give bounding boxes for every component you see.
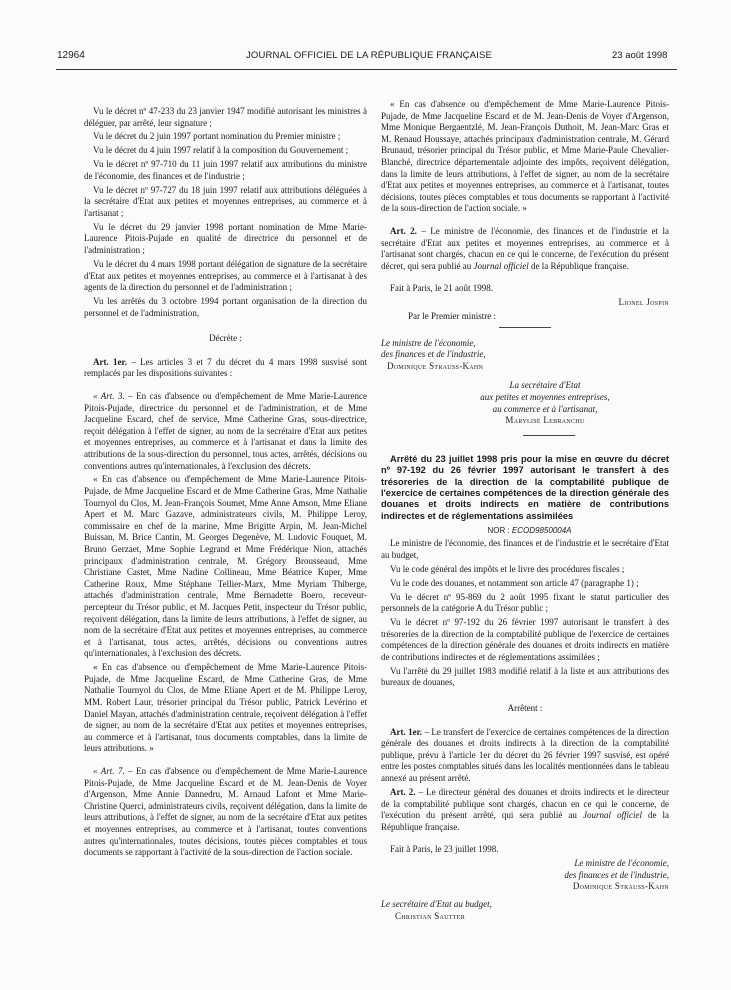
article-3-para-2: « En cas d'absence ou d'empêchement de Mme Marie-Laurence Pitois-Pujade, de Mme Jacqueline Escard et de Mme Catherine Gras, Mme Nathalie Tournyol du Clos, M. Jean-François Soumet, Mme Anne Amson, Mme Eliane Apert et M. Marc Gazave, administrateurs civils, M. Philippe Leroy, commissaire en chef de la marine, Mme Brigitte Arpin, M. Jean-Michel Buissan, M. Brice Cantin, M. Georges Degenève, M. Ludovic Fouquet, M. Bruno Gerzaet, Mme Sophie Legrand et Mme Frédérique Nion, attachés principaux d'administration centrale, M. Grégory Brousseaud, Mme Christiane Castet, Mme Nadine Collineau, Mme Béatrice Kuper, Mme Catherine Roux, Mme Stéphane Tellier-Marx, Mme Myriam Thiberge, attachés d'administration centrale, Mme Bernadette Boero, receveur-percepteur du Trésor public, et M. Jacques Petit, inspecteur du Trésor public, reçoivent délégation, dans la limite de leurs attributions, à l'effet de signer, au nom de la secrétaire d'Etat aux petites et moyennes entreprises, au commerce et à l'artisanat, tous actes, arrêtés, décisions ou conventions autres qu'internationales, à l'exclusion des décrets. [84, 474, 367, 659]
article-3-text: – En cas d'absence ou d'empêchement de Mme Marie-Laurence Pitois-Pujade, directrice du personnel et de l'administration, et de Mme Jacqueline Escard, chef de service, Mme Catherine Gras, sous-directrice, reçoit délégation à l'effet de signer, au nom de la secrétaire d'Etat aux petites et moyennes entreprises, au commerce et à l'artisanat et dans la limite des attributions de la sous-direction du personnel, tous actes, arrêtés, décisions ou conventions autres qu'internationales, à l'exclusion des décrets. [84, 390, 367, 471]
nor-reference [381, 525, 669, 537]
decrete-heading: Décrète : [209, 333, 242, 344]
article-7 [84, 766, 367, 859]
arrete-visa-2: Vu le code des douanes, et notamment son article 47 (paragraphe 1) ; [390, 577, 639, 588]
arrete-visa-5: Vu l'arrêté du 29 juillet 1983 modifié relatif à la liste et aux attributions des bureaux de douanes, [381, 665, 669, 688]
arrete-minister-title-2: des finances et de l'industrie, [564, 869, 669, 880]
arrete-minister-signature [381, 858, 669, 893]
header-rule [56, 69, 677, 70]
article-2-text: – Le ministre de l'économie, des finances et de l'industrie et la secrétaire d'Etat aux petites et moyennes entreprises, au commerce et à l'artisanat sont chargés, chacun en ce qui le concerne, de l'exécution du présent décret, qui sera publié au [381, 225, 669, 271]
arrete-visa-4: Vu le décret nº 97-192 du 26 février 1997 autorisant le transfert à des trésoreries de la direction de la comptabilité publique de l'exercice de certaines compétences de la direction générale des douanes et droits indirects en matière de contributions indirectes et de réglementations assimilées ; [381, 617, 669, 662]
article-1-label: Art. 1er. [93, 356, 127, 367]
visa-2: Vu le décret du 2 juin 1997 portant nomination du Premier ministre ; [93, 131, 341, 142]
article-3 [84, 391, 367, 472]
article-2 [381, 226, 669, 272]
arrete-intro: Le ministre de l'économie, des finances et de l'industrie et le secrétaire d'Etat au budget, [381, 538, 669, 561]
separator-rule-2 [523, 435, 575, 436]
secretary-name: Marylise Lebranchu [505, 415, 585, 426]
arrete-signature-date: Fait à Paris, le 23 juillet 1998. [390, 844, 499, 855]
secretary-signature [381, 380, 669, 426]
arrete-minister-name: Dominique Strauss-Kahn [572, 881, 669, 892]
arrete-article-1-label: Art. 1er. [390, 726, 423, 737]
arrete-article-2 [381, 787, 669, 833]
arrete-article-1-text: – Le transfert de l'exercice de certaines compétences de la direction générale des douanes et droits indirects à la direction de la comptabilité publique, prévu à l'article 1er du décret du 26 février 1997 susvisé, est opéré entre les postes comptables situés dans les localités mentionnées dans le tableau annexé au présent arrêté. [381, 726, 669, 784]
article-2-label: Art. 2. [390, 225, 417, 236]
arrete-article-1 [381, 727, 669, 785]
right-column [381, 99, 669, 922]
arrete-article-2-end: de la République française. [381, 810, 669, 832]
visa-4: Vu le décret nº 97-710 du 11 juin 1997 relatif aux attributions du ministre de l'économie, des finances et de l'industrie ; [84, 159, 367, 181]
budget-secretary-title: Le secrétaire d'Etat au budget, [381, 898, 492, 909]
article-1-text: – Les articles 3 et 7 du décret du 4 mars 1998 susvisé sont remplacés par les dispositions suivantes : [84, 356, 367, 379]
minister-title-1: Le ministre de l'économie, [381, 337, 476, 348]
minister-name: Dominique Strauss-Kahn [387, 360, 484, 371]
signature-date: Fait à Paris, le 21 août 1998. [390, 283, 493, 294]
visa-8: Vu les arrêtés du 3 octobre 1994 portant organisation de la direction du personnel et de l'administration, [84, 295, 367, 318]
arrete-visa-3: Vu le décret nº 95-869 du 2 août 1995 fixant le statut particulier des personnels de la catégorie A du Trésor public ; [381, 591, 669, 614]
visa-7: Vu le décret du 4 mars 1998 portant délégation de signature de la secrétaire d'Etat aux petites et moyennes entreprises, au commerce et à l'artisanat à des agents de la direction du personnel et de l'administration ; [84, 258, 367, 293]
visa-3: Vu le décret du 4 juin 1997 relatif à la composition du Gouvernement ; [93, 145, 349, 156]
article-7-continuation: « En cas d'absence ou d'empêchement de Mme Marie-Laurence Pitois-Pujade, de Mme Jacqueline Escard et de M. Jean-Denis de Voyer d'Argenson, Mme Monique Bergaentzlé, M. Jean-François Duthoit, M. Jean-Marc Gras et M. Renaud Houssaye, attachés principaux d'administration centrale, M. Gérard Brunaud, trésorier principal du Trésor public, et Mme Marie-Paule Chevalier-Blanché, directrice départementale adjointe des impôts, reçoivent délégation, dans la limite de leurs attributions, à l'effet de signer, au nom de la secrétaire d'Etat aux petites et moyennes entreprises, au commerce et à l'artisanat, toutes décisions, toutes pièces comptables et tous documents se rapportant à l'activité de la sous-direction de l'action sociale. » [381, 99, 669, 214]
visa-5: Vu le décret nº 97-727 du 18 juin 1997 relatif aux attributions déléguées à la secrétaire d'Etat aux petites et moyennes entreprises, au commerce et à l'artisanat ; [84, 184, 367, 218]
journal-title: JOURNAL OFFICIEL DE LA RÉPUBLIQUE FRANÇAISE [246, 50, 492, 61]
prime-minister-by: Par le Premier ministre : [408, 311, 496, 322]
article-7-text: – En cas d'absence ou d'empêchement de Mme Marie-Laurence Pitois-Pujade, de Mme Jacqueline Escard et de M. Jean-Denis de Voyer d'Argenson, Mme Annie Dannedru, M. Arnaud Lafont et Mme Marie-Christine Querci, administrateurs civils, reçoivent délégation, dans la limite de leurs attributions, à l'effet de signer, au nom de la secrétaire d'Etat aux petites et moyennes entreprises, au commerce et à l'artisanat, toutes conventions autres qu'internationales, toutes décisions, toutes pièces comptables et tous documents se rapportant à l'activité de la sous-direction de l'action sociale. [84, 765, 367, 858]
article-2-end: de la République française. [528, 260, 629, 271]
page-number: 12964 [57, 50, 85, 61]
nor-label: NOR : [487, 525, 512, 535]
separator-rule [499, 327, 551, 328]
nor-code: ECOD9850004A [511, 525, 572, 535]
article-1 [84, 357, 367, 380]
secretary-title-3: au commerce et à l'artisanat, [492, 403, 598, 414]
article-7-label: « Art. 7. [93, 765, 125, 776]
journal-officiel-ref: Journal officiel [473, 260, 529, 271]
minister-title-2: des finances et de l'industrie, [381, 349, 486, 360]
arrete-article-2-text: – Le directeur général des douanes et droits indirects et le directeur de la comptabilité publique sont chargés, chacun en ce qui le concerne, de l'exécution du présent arrêté, qui sera publié au [381, 786, 669, 821]
budget-secretary-name: Christian Sautter [395, 910, 466, 921]
secretary-title-1: La secrétaire d'Etat [509, 380, 581, 391]
arretent-heading: Arrêtent : [507, 703, 543, 714]
article-3-label: « Art. 3. [93, 390, 125, 401]
arrete-minister-title-1: Le ministre de l'économie, [574, 858, 669, 869]
prime-minister-name: Lionel Jospin [618, 297, 669, 308]
article-3-para-3: « En cas d'absence ou d'empêchement de Mme Marie-Laurence Pitois-Pujade, de Mme Jacqueline Escard, de Mme Catherine Gras, de Mme Nathalie Tournyol du Clos, de Mme Eliane Apert et de M. Philippe Leroy, MM. Robert Laur, trésorier principal du Trésor public, Patrick Levérino et Daniel Mayan, attachés d'administration centrale, reçoivent délégation à l'effet de signer, au nom de la secrétaire d'Etat aux petites et moyennes entreprises, au commerce et à l'artisanat, tous documents comptables, dans la limite de leurs attributions. » [84, 662, 367, 754]
arrete-article-2-label: Art. 2. [390, 786, 416, 797]
left-column [84, 106, 367, 861]
arrete-title: Arrêté du 23 juillet 1998 pris pour la mise en œuvre du décret nº 97-192 du 26 février 1997 autorisant le transfert à des trésoreries de la direction de la comptabilité publique de l'exercice de certaines compétences de la direction générale des douanes et droits indirects en matière de contributions indirectes et de réglementations assimilées [381, 453, 669, 521]
secretary-title-2: aux petites et moyennes entreprises, [480, 392, 610, 403]
budget-secretary-signature [381, 899, 669, 922]
visa-6: Vu le décret du 29 janvier 1998 portant nomination de Mme Marie-Laurence Pitois-Pujade en qualité de directrice du personnel et de l'administration ; [84, 221, 367, 256]
visa-1: Vu le décret nº 47-233 du 23 janvier 1947 modifié autorisant les ministres à déléguer, par arrêté, leur signature ; [84, 106, 367, 128]
journal-officiel-ref-2: Journal officiel [582, 810, 642, 821]
issue-date: 23 août 1998 [612, 50, 668, 61]
arrete-visa-1: Vu le code général des impôts et le livre des procédures fiscales ; [390, 563, 625, 574]
minister-signature [381, 338, 669, 373]
